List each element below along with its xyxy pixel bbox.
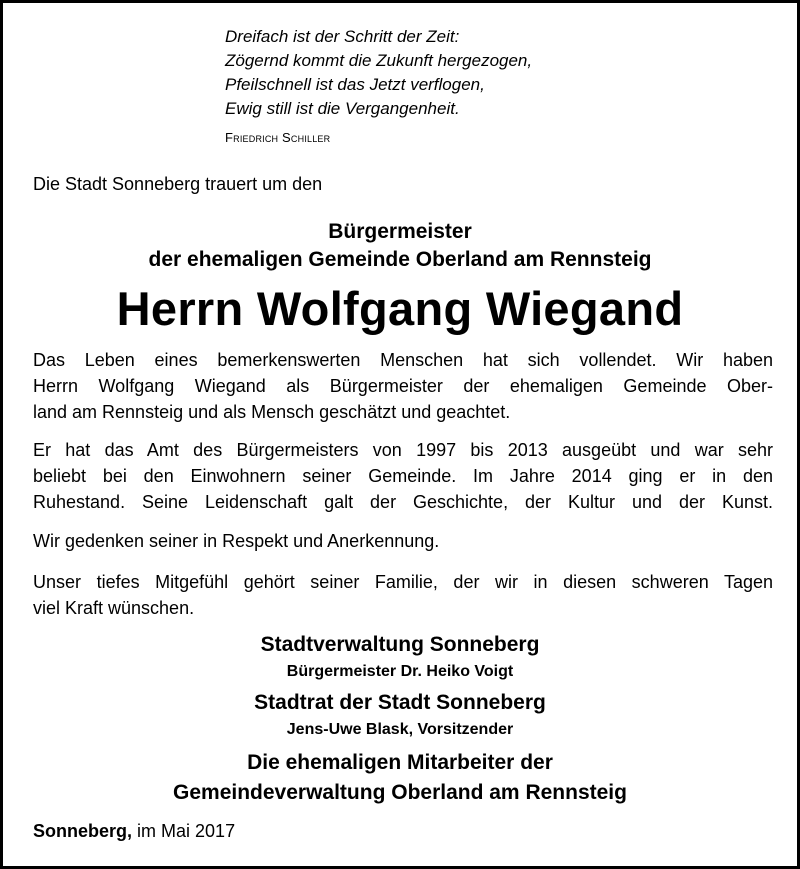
signatory-name: Die ehemaligen Mitarbeiter der: [247, 751, 553, 774]
paragraph-line: Unser tiefes Mitgefühl gehört seiner Familie, der wir in diesen schweren Tagen: [33, 572, 773, 592]
poem-block: [225, 25, 745, 150]
paragraph-line: Das Leben eines bemerkenswerten Menschen hat sich vollendet. Wir haben: [33, 350, 773, 370]
paragraph-line: viel Kraft wünschen.: [33, 598, 195, 618]
paragraph-line: Ruhestand. Seine Leidenschaft galt der Geschichte, der Kultur und der Kunst.: [33, 492, 773, 512]
poem-line: Dreifach ist der Schritt der Zeit:: [225, 27, 460, 46]
footer-date: im Mai 2017: [137, 821, 236, 841]
paragraph-line: Er hat das Amt des Bürgermeisters von 1997 bis 2013 ausgeübt und war sehr: [33, 440, 773, 460]
signatory-sub: Bürgermeister Dr. Heiko Voigt: [286, 663, 514, 680]
poem-line: Ewig still ist die Vergangenheit.: [225, 99, 460, 118]
signatory-name: Stadtverwaltung Sonneberg: [260, 633, 540, 656]
intro-text: Die Stadt Sonneberg trauert um den: [33, 174, 323, 194]
role-title: [3, 218, 797, 274]
signatory-name: Stadtrat der Stadt Sonneberg: [254, 691, 546, 714]
paragraph: [33, 569, 773, 621]
paragraph: [33, 347, 773, 425]
role-line: Bürgermeister: [328, 220, 472, 243]
poem-author: Friedrich Schiller: [225, 130, 331, 145]
signatory-sub: Jens-Uwe Blask, Vorsitzender: [286, 721, 514, 738]
paragraph-line: Herrn Wolfgang Wiegand als Bürgermeister der ehemaligen Gemeinde Ober-: [33, 376, 773, 396]
role-line: der ehemaligen Gemeinde Oberland am Rennsteig: [148, 248, 652, 271]
deceased-name: Herrn Wolfgang Wiegand: [116, 282, 684, 335]
paragraph: [33, 437, 773, 515]
poem-line: Zögernd kommt die Zukunft hergezogen,: [225, 51, 533, 70]
footer-city: Sonneberg,: [33, 821, 133, 841]
paragraph-line: Wir gedenken seiner in Respekt und Anerkennung.: [33, 531, 440, 551]
footer-dateline: [33, 821, 235, 842]
paragraph: [33, 528, 773, 554]
signatory-name: Gemeindeverwaltung Oberland am Rennsteig: [173, 781, 627, 804]
paragraph-line: land am Rennsteig und als Mensch geschätzt und geachtet.: [33, 402, 511, 422]
poem-line: Pfeilschnell ist das Jetzt verflogen,: [225, 75, 485, 94]
paragraph-line: beliebt bei den Einwohnern seiner Gemeinde. Im Jahre 2014 ging er in den: [33, 466, 773, 486]
